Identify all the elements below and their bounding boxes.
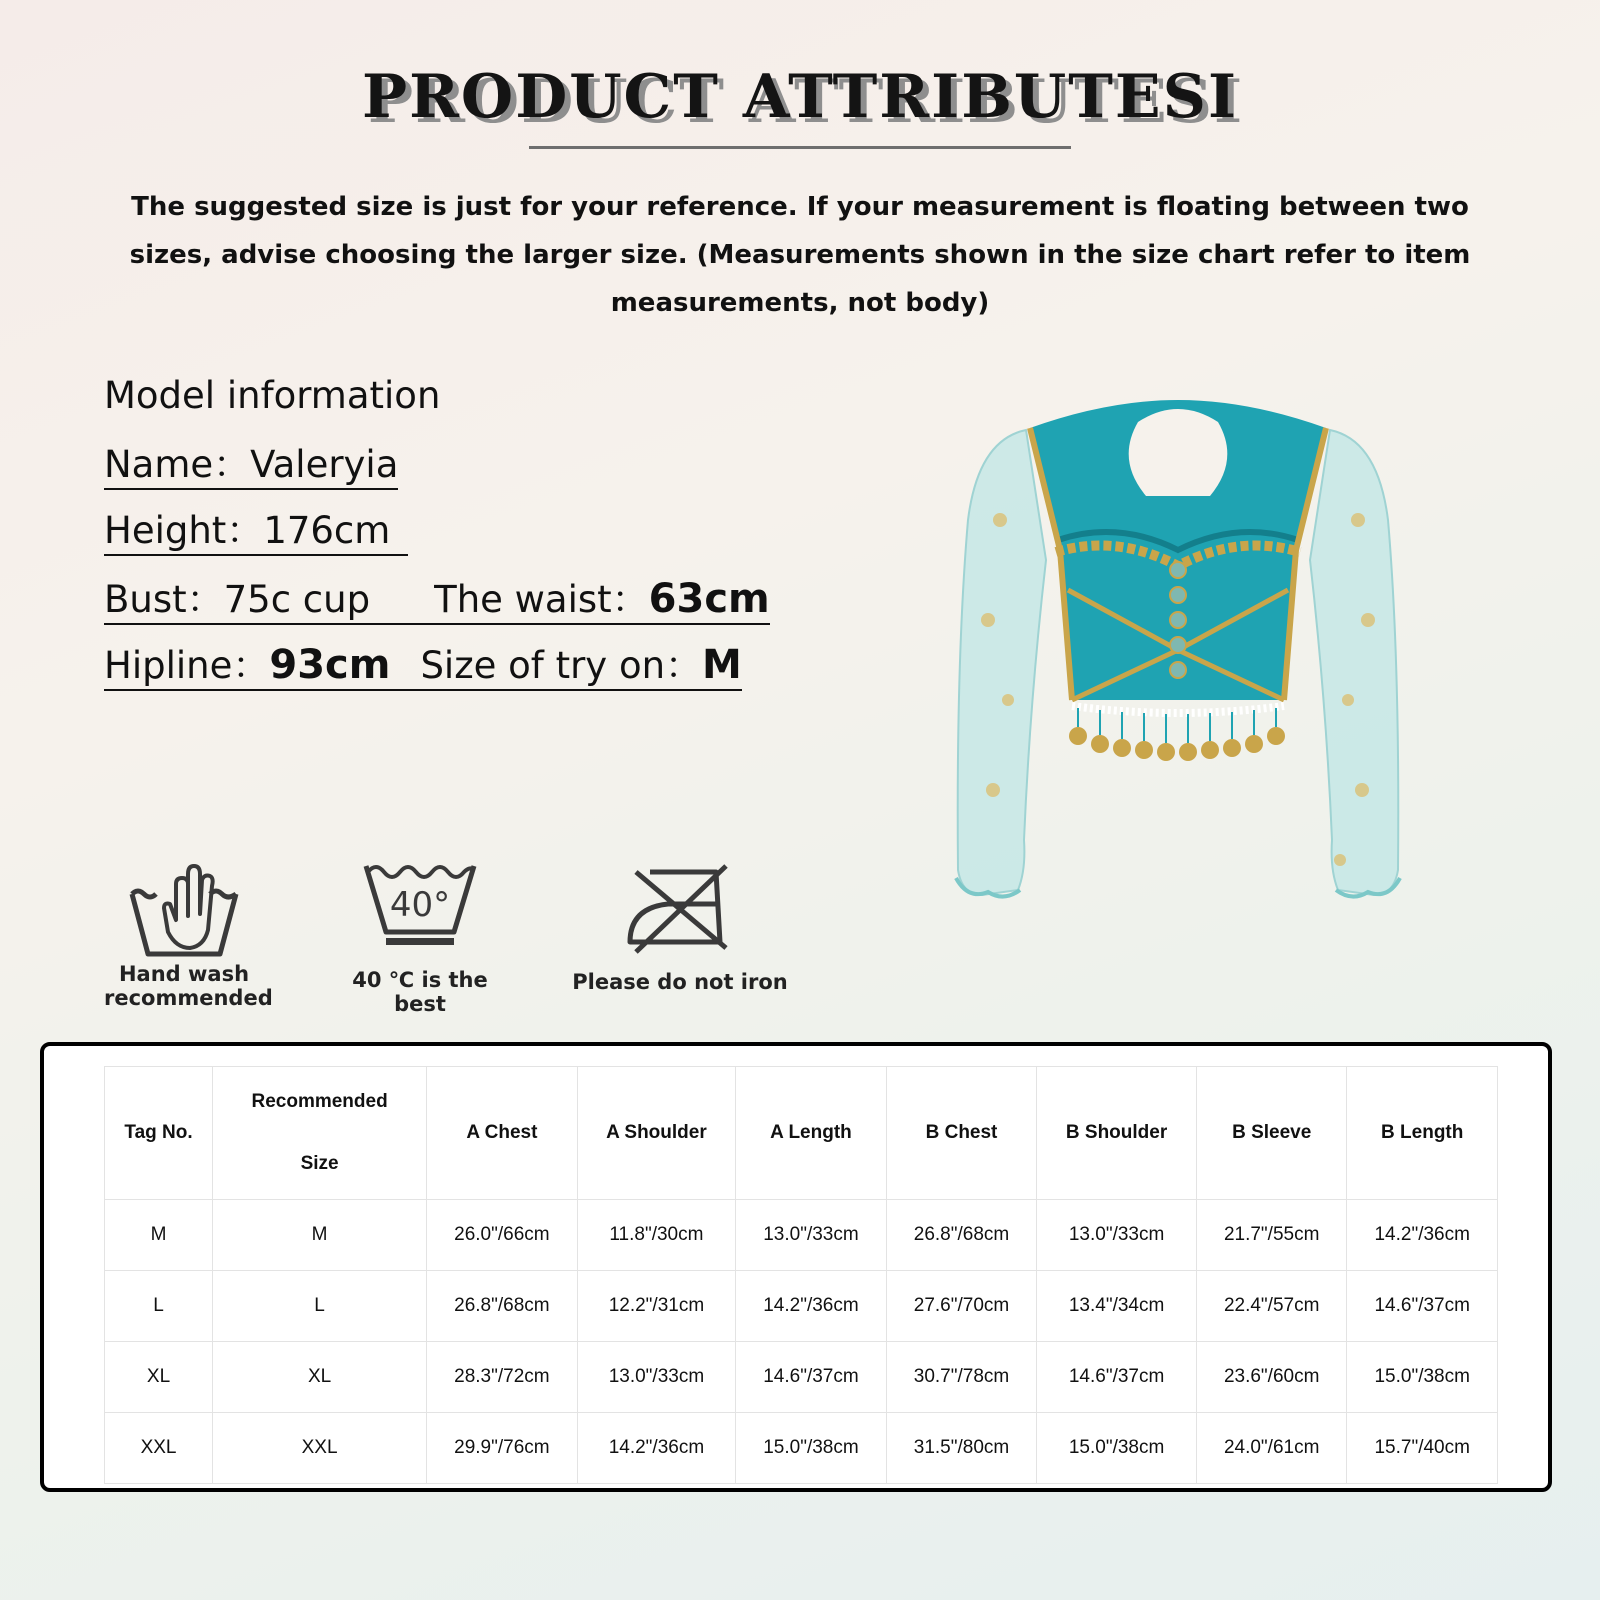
header-recommended-line2: Size [300, 1153, 339, 1174]
model-hip-value: 93cm [269, 642, 391, 688]
header-b-sleeve: B Sleeve [1196, 1067, 1347, 1200]
model-height-label: Height： [104, 509, 264, 552]
model-height-line [104, 508, 408, 556]
table-cell: 14.6"/37cm [1347, 1271, 1498, 1342]
table-cell: 15.7"/40cm [1347, 1413, 1498, 1484]
table-cell: 21.7"/55cm [1196, 1200, 1347, 1271]
model-hip-size-line [104, 642, 742, 691]
table-cell: 28.3"/72cm [427, 1342, 578, 1413]
model-waist-label: The waist： [434, 578, 649, 621]
header-a-chest: A Chest [427, 1067, 578, 1200]
model-hip-label: Hipline： [104, 644, 270, 687]
table-cell: 13.0"/33cm [577, 1342, 736, 1413]
hand-wash-label-line2: recommended [104, 986, 273, 1010]
title-wrap [0, 62, 1600, 132]
header-recommended-line1: Recommended [251, 1091, 388, 1112]
table-cell: 11.8"/30cm [577, 1200, 736, 1271]
table-cell: L [213, 1271, 427, 1342]
table-cell: 13.0"/33cm [736, 1200, 887, 1271]
hand-wash-icon [124, 862, 244, 962]
table-row [105, 1342, 1498, 1413]
table-row [105, 1271, 1498, 1342]
table-row [105, 1413, 1498, 1484]
no-iron-label: Please do not iron [572, 970, 788, 994]
table-cell: 26.8"/68cm [427, 1271, 578, 1342]
table-cell: 14.2"/36cm [1347, 1200, 1498, 1271]
left-sleeve [958, 430, 1046, 895]
table-cell: 26.0"/66cm [427, 1200, 578, 1271]
model-tryon-value: M [702, 642, 742, 688]
table-cell: 22.4"/57cm [1196, 1271, 1347, 1342]
model-waist-value: 63cm [648, 576, 770, 622]
header-tag-no: Tag No. [105, 1067, 213, 1200]
table-cell: XL [213, 1342, 427, 1413]
table-cell: 14.6"/37cm [736, 1342, 887, 1413]
model-name-label: Name： [104, 443, 251, 486]
model-bust-waist-row [104, 576, 770, 625]
table-cell: M [105, 1200, 213, 1271]
model-info-heading: Model information [104, 374, 441, 417]
table-row [105, 1200, 1498, 1271]
wash-temp-text: 40° [389, 885, 451, 925]
header-a-shoulder: A Shoulder [577, 1067, 736, 1200]
table-cell: 30.7"/78cm [886, 1342, 1037, 1413]
model-info-section [104, 370, 440, 422]
model-hip-size-row [104, 642, 742, 691]
header-b-chest: B Chest [886, 1067, 1037, 1200]
header-b-length: B Length [1347, 1067, 1498, 1200]
table-cell: XXL [105, 1413, 213, 1484]
size-advice-text: The suggested size is just for your reference. If your measurement is floating between two sizes, advise choosing the larger size. (Measurements shown in the size chart refer to item measurements, not body) [129, 192, 1471, 318]
table-cell: 26.8"/68cm [886, 1200, 1037, 1271]
title-divider [529, 146, 1071, 149]
table-cell: 29.9"/76cm [427, 1413, 578, 1484]
size-chart [40, 1042, 1552, 1492]
table-cell: 15.0"/38cm [736, 1413, 887, 1484]
care-temperature [330, 862, 510, 1016]
size-table [104, 1066, 1498, 1484]
wash-40-degree-icon [360, 862, 480, 962]
table-cell: XXL [213, 1413, 427, 1484]
table-cell: M [213, 1200, 427, 1271]
table-cell: 31.5"/80cm [886, 1413, 1037, 1484]
table-cell: 15.0"/38cm [1037, 1413, 1197, 1484]
product-photo [948, 400, 1408, 930]
temperature-label: 40 ℃ is the best [352, 968, 488, 1016]
care-hand-wash [104, 862, 273, 1010]
right-sleeve [1310, 430, 1398, 895]
table-cell: 27.6"/70cm [886, 1271, 1037, 1342]
model-height-row [104, 508, 408, 556]
header-b-shoulder: B Shoulder [1037, 1067, 1197, 1200]
header-recommended-size [213, 1067, 427, 1200]
model-tryon-label: Size of try on： [420, 644, 703, 687]
table-cell: 14.2"/36cm [736, 1271, 887, 1342]
page-title: PRODUCT ATTRIBUTESI [361, 62, 1239, 132]
table-cell: XL [105, 1342, 213, 1413]
table-cell: 13.0"/33cm [1037, 1200, 1197, 1271]
table-cell: 15.0"/38cm [1347, 1342, 1498, 1413]
table-cell: 13.4"/34cm [1037, 1271, 1197, 1342]
table-header-row [105, 1067, 1498, 1200]
model-bust-label: Bust： [104, 578, 224, 621]
hand-wash-label-line1: Hand wash [118, 962, 250, 986]
care-no-iron [570, 862, 790, 994]
header-a-length: A Length [736, 1067, 887, 1200]
model-name-value: Valeryia [250, 443, 399, 486]
model-bust-waist-line [104, 576, 770, 625]
model-bust-value: 75c cup [223, 578, 371, 621]
table-cell: L [105, 1271, 213, 1342]
table-cell: 14.2"/36cm [577, 1413, 736, 1484]
table-cell: 14.6"/37cm [1037, 1342, 1197, 1413]
model-name-row [104, 442, 398, 490]
model-height-value: 176cm [263, 509, 391, 552]
table-cell: 23.6"/60cm [1196, 1342, 1347, 1413]
model-name-line [104, 442, 398, 490]
table-cell: 12.2"/31cm [577, 1271, 736, 1342]
do-not-iron-icon [620, 862, 740, 962]
table-cell: 24.0"/61cm [1196, 1413, 1347, 1484]
